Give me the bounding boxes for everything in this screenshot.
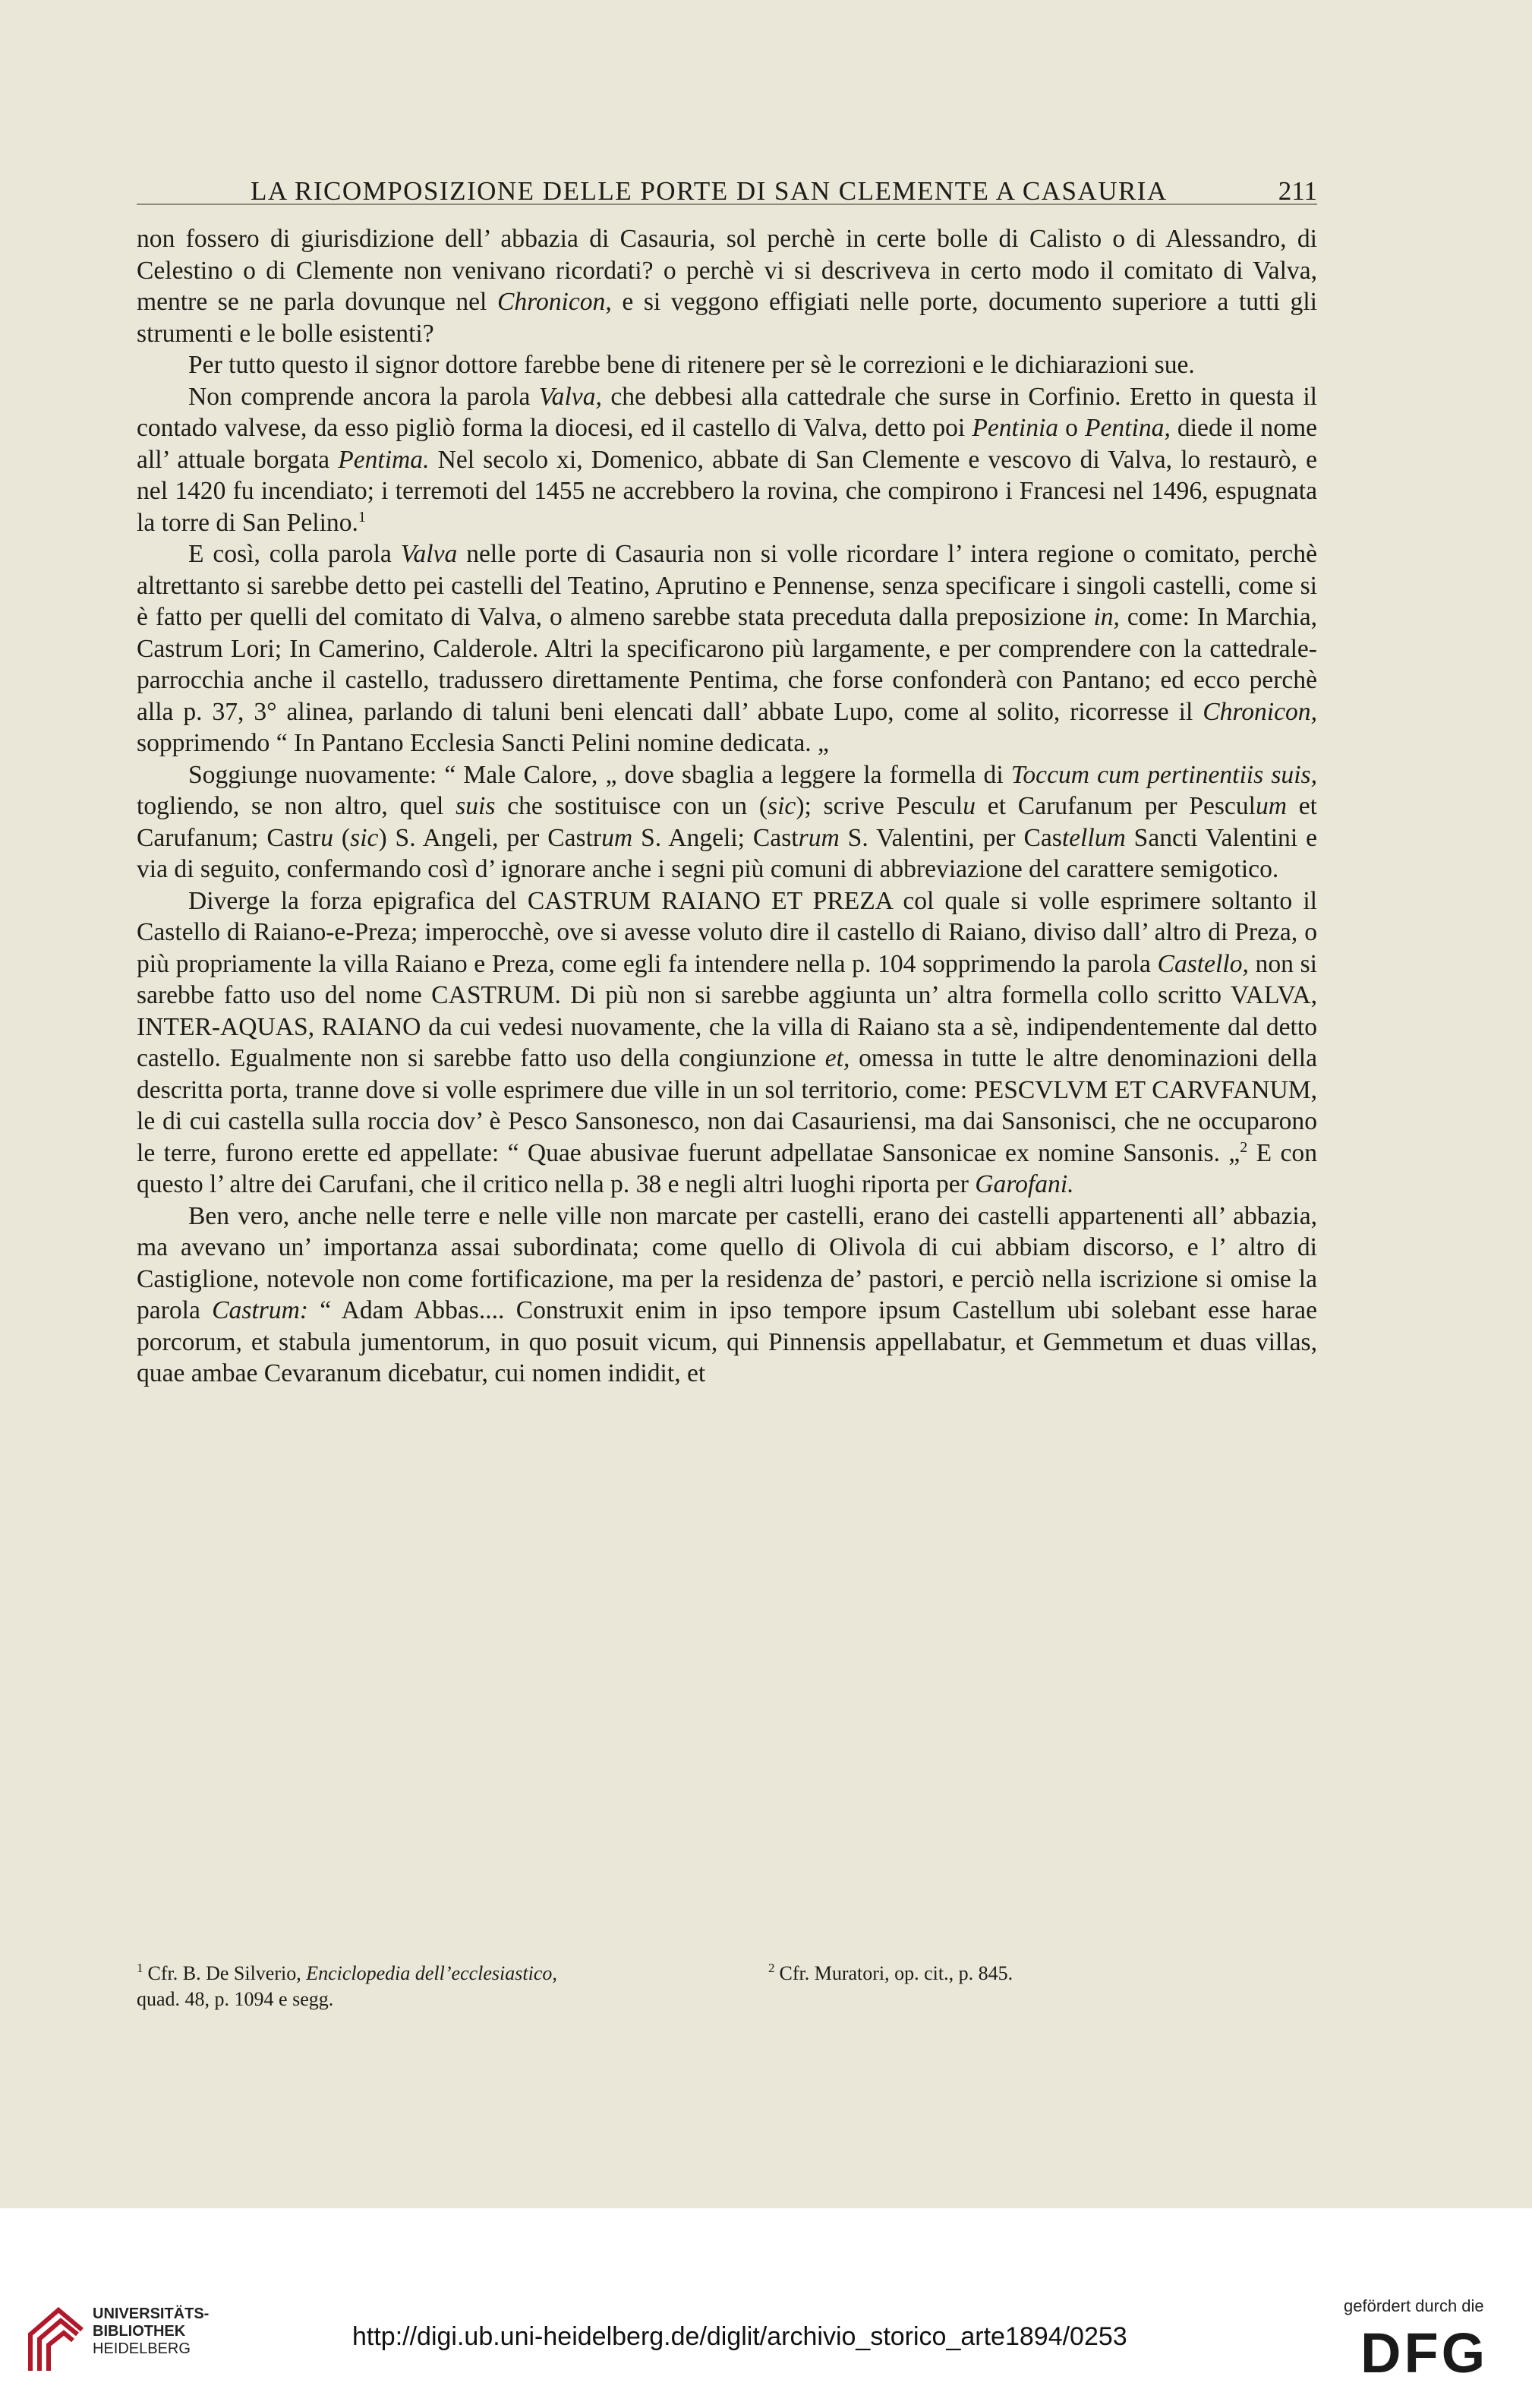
dfg-logo: DFG [1360,2321,1489,2384]
text-run: quad. 48, p. 1094 e segg. [137,1988,334,2010]
footnote-2 [768,1961,1317,1987]
italic-text: u [963,792,976,820]
italic-text: sic [768,792,796,820]
paragraph [137,381,1317,539]
footnote-mark: 2 [768,1961,775,1976]
funding-caption: gefördert durch die [1344,2296,1484,2315]
text-run: E con questo l’ altre dei Carufani, che il critico nella p. 38 e negli altri luoghi riporta per [137,1138,1317,1198]
italic-text: um [1255,792,1287,820]
paragraph [137,885,1317,1201]
text-run: Soggiunge nuovamente: “ Male Calore, „ dove sbaglia a leggere la formella di [188,760,1011,789]
text-run: ( [333,823,351,852]
page-number: 211 [1278,176,1317,206]
italic-text: Pentinia [972,414,1059,442]
footnote-mark: 1 [137,1961,143,1976]
footnote-1 [137,1961,744,2012]
footnotes [137,1961,1317,2021]
italic-text: et, [824,1044,850,1072]
text-run: Cfr. Muratori, op. cit., p. 845. [779,1962,1013,1984]
page-header [137,172,1317,217]
text-run: diede il nome all’ attuale borgata [137,414,1318,474]
paragraph [137,349,1317,381]
library-name [93,2305,209,2358]
paragraph [137,759,1317,885]
text-run: non si sarebbe fatto uso del nome CASTRUM. Di più non si sarebbe aggiunta un’ altra formella collo scritto VALVA, INTER-AQUAS, RAIANO da cui vedesi nuovamente, che la villa di Raiano sta a sè, indipendentemente dal detto castello. Egualmente non si sarebbe fatto uso della congiunzione [137,949,1317,1072]
library-name-line2: BIBLIOTHEK [93,2323,186,2340]
text-run: o [1058,414,1086,442]
text-run: ) S. Angeli, per Castr [378,823,602,852]
italic-text: in, [1093,603,1120,631]
library-name-line3: HEIDELBERG [93,2340,191,2357]
italic-text: Enciclopedia dell’ecclesiastico, [306,1962,557,1984]
footnote-text [780,1962,1013,1984]
text-run: nelle porte di Casauria non si volle ricordare l’ intera regione o comitato, perchè altrettanto si sarebbe detto pei castelli del Teatino, Aprutino e Pennense, senza specificare i singoli castelli, come si è fatto per quelli del comitato di Valva, o almeno sarebbe stata preceduta dalla preposizione [137,540,1317,631]
italic-text: rum [798,823,840,852]
text-run: et Carufanum per Pescul [976,792,1256,820]
text-run: et Carufanum; Castr [137,792,1317,852]
paragraph [137,1201,1317,1390]
running-title: LA RICOMPOSIZIONE DELLE PORTE DI SAN CLEMENTE A CASAURIA [251,176,1168,206]
italic-text: um [601,823,633,852]
text-run: non fossero di giurisdizione dell’ abbazia di Casauria, sol perchè in certe bolle di Calisto o di Alessandro, di Celestino o di Clemente non venivano ricordati? o perchè vi si descriveva in certo modo il comitato di Valva, mentre se ne parla dovunque nel [137,225,1317,316]
italic-text: Chronicon, [496,288,612,316]
viewer-footer [0,2208,1532,2408]
text-run: che sostituisce con un ( [495,792,768,820]
text-run: Diverge la forza epigrafica del CASTRUM RAIANO ET PREZA col quale si volle esprimere soltanto il Castello di Raiano-e-Preza; imperocchè, ove si avesse voluto dire il castello di Raiano, diviso dall’ altro di Preza, o più propriamente la villa Raiano e Preza, come egli fa intendere nella p. 104 sopprimendo la parola [137,886,1317,978]
text-run: che debbesi alla cattedrale che surse in Corfinio. Eretto in questa il contado valvese, da esso pigliò forma la diocesi, ed il castello di Valva, detto poi [137,382,1317,442]
italic-text: Chronicon, [1203,697,1317,726]
italic-text: Toccum cum pertinentiis suis, [1010,760,1317,789]
text-run: sopprimendo “ In Pantano Ecclesia Sancti Pelini nomine dedicata. „ [137,729,829,757]
italic-text: Garofani. [975,1170,1074,1198]
library-name-line1: UNIVERSITÄTS- [93,2305,210,2322]
text-run: e si veggono effigiati nelle porte, documento superiore a tutti gli strumenti e le bolle esistenti? [137,288,1318,348]
footnote-reference: 1 [358,508,366,525]
text-run: S. Valentini, per Cas [839,823,1062,852]
text-run: Nel secolo xi, Domenico, abbate di San Clemente e vescovo di Valva, lo restaurò, e nel 1420 fu incendiato; i terremoti del 1455 ne accrebbero la rovina, che compirono i Francesi nel 1496, espugnata la torre di San Pelino. [137,445,1317,537]
university-library-logo-icon [17,2304,93,2380]
italic-text: suis [456,792,496,820]
text-run: E così, colla parola [188,540,401,568]
italic-text: Pentima. [338,445,430,474]
text-run: ); scrive Pescul [796,792,963,820]
text-run: togliendo, se non altro, quel [137,792,456,820]
text-run: S. Angeli; Cast [632,823,799,852]
text-run: Sancti Valentini e via di seguito, confermando così d’ ignorare anche i segni più comuni di abbreviazione del carattere semigotico. [137,823,1318,883]
italic-text: Valva, [538,382,602,411]
footnote-text [137,1962,557,2010]
text-run: Ben vero, anche nelle terre e nelle ville non marcate per castelli, erano dei castelli appartenenti all’ abbazia, ma avevano un’ importanza assai subordinata; come quello di Olivola di cui abbiam discorso, e l’ altro di Castiglione, notevole non come fortificazione, ma per la residenza de’ pastori, e perciò nella iscrizione si omise la parola [137,1201,1317,1324]
italic-text: Castrum: [212,1296,309,1324]
italic-text: Valva [400,540,458,568]
paragraph [137,223,1317,349]
italic-text: Castello, [1157,949,1249,978]
paragraph [137,538,1317,759]
italic-text: sic [350,823,379,852]
italic-text: Pentina, [1085,414,1171,442]
text-run: Per tutto questo il signor dottore farebbe bene di ritenere per sè le correzioni e le dichiarazioni sue. [188,351,1195,379]
text-run: omessa in tutte le altre denominazioni della descritta porta, tranne dove si volle esprimere due ville in un sol territorio, come: PESCVLVM ET CARVFANUM, le di cui castella sulla roccia dov’ è Pesco Sansonesco, non dai Casauriensi, ma dai Sansonisci, che ne occuparono le terre, furono erette ed appellate: “ Quae abusivae fuerunt adpellatae Sansonicae ex nomine Sansonis. „ [137,1044,1317,1167]
text-run: Cfr. B. De Silverio, [147,1962,307,1984]
italic-text: u [320,823,333,852]
italic-text: tellum [1061,823,1126,852]
permalink-url[interactable]: http://digi.ub.uni-heidelberg.de/diglit/archivio_storico_arte1894/0253 [352,2322,1127,2351]
header-rule [137,204,1317,205]
text-run: Non comprende ancora la parola [188,382,539,411]
text-run: “ Adam Abbas.... Construxit enim in ipso tempore ipsum Castellum ubi solebant esse harae porcorum, et stabula jumentorum, in quo posuit vicum, qui Pinnensis appellabatur, et Gemmetum et duas villas, quae ambae Cevaranum dicebatur, cui nomen indidit, et [137,1296,1317,1387]
body-text [137,223,1317,1390]
text-run: come: In Marchia, Castrum Lori; In Camerino, Calderole. Altri la specificarono più largamente, e per comprendere con la cattedrale-parrocchia anche il castello, tradussero direttamente Pentima, che forse confonderà con Pantano; ed ecco perchè alla p. 37, 3° alinea, parlando di taluni beni elencati dall’ abbate Lupo, come al solito, ricorresse il [137,603,1317,726]
footnote-reference: 2 [1240,1138,1248,1156]
